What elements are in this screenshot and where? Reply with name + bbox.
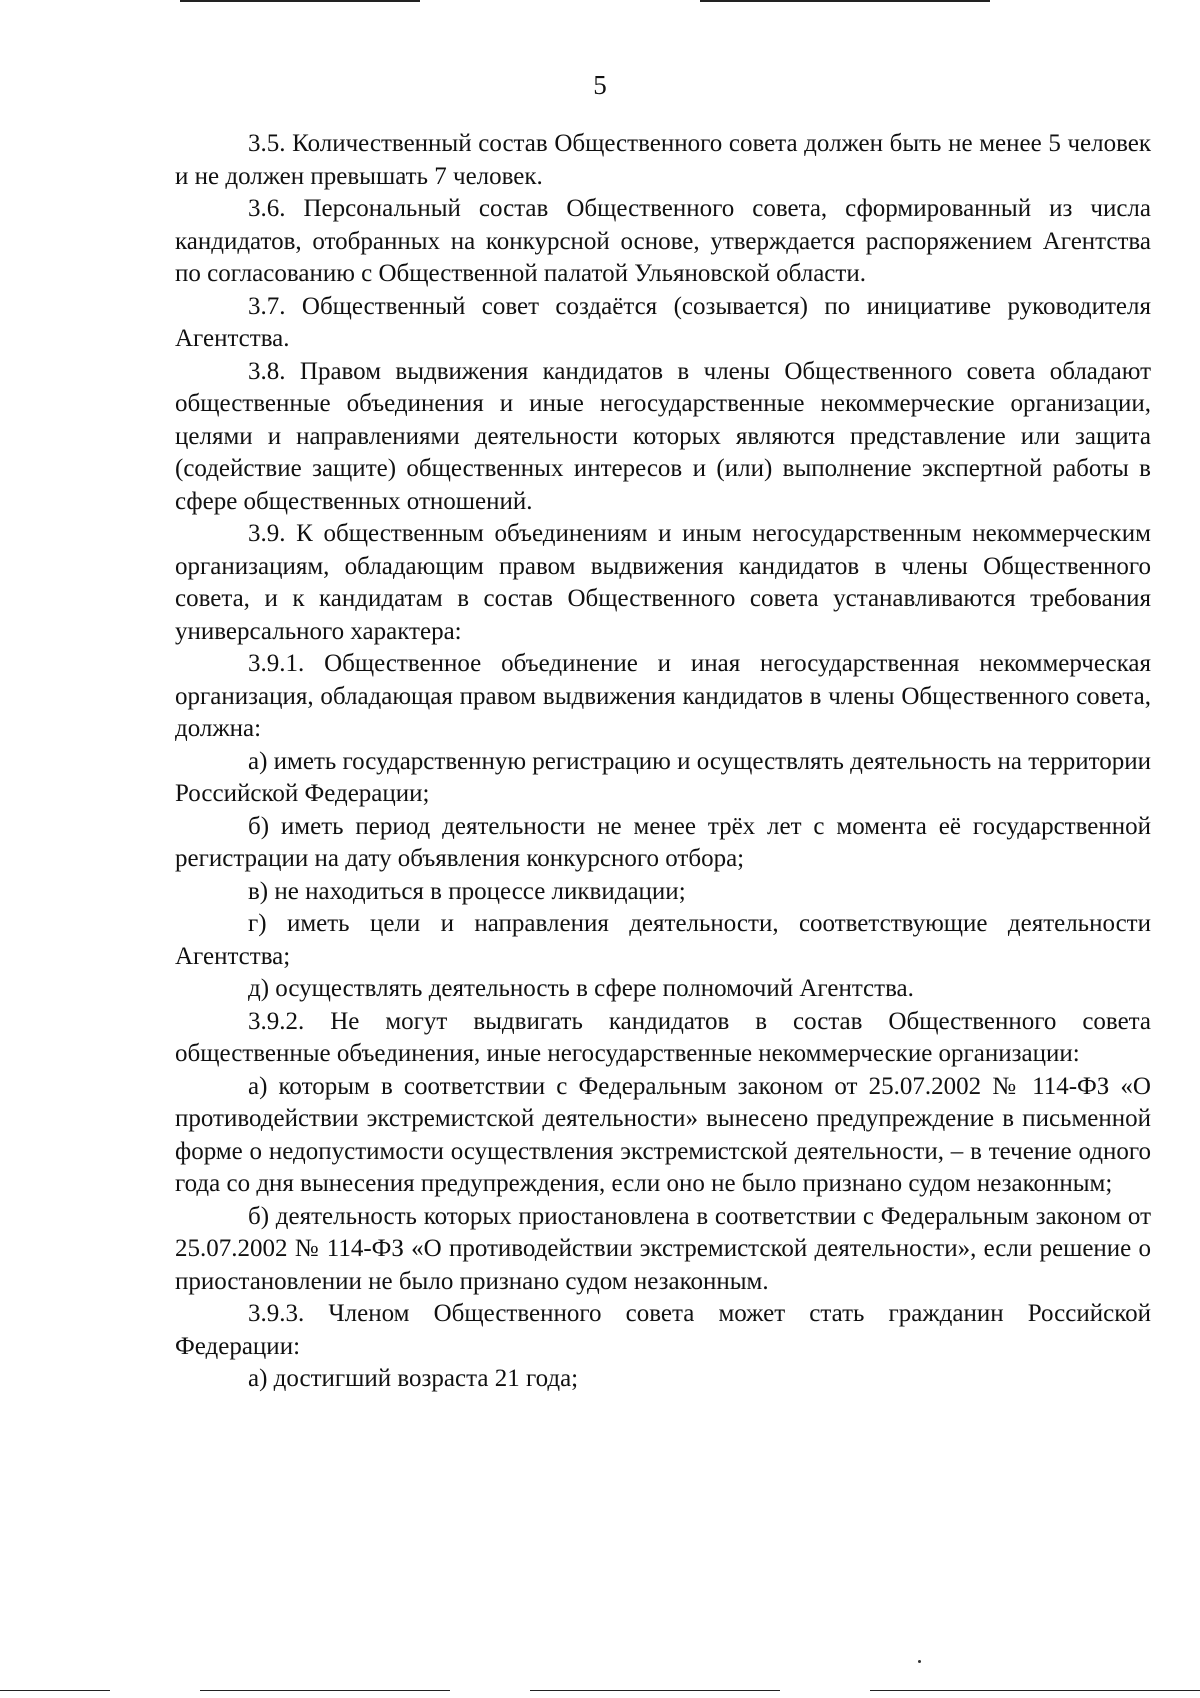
paragraph-3-9-1-d: д) осуществлять деятельность в сфере полномочий Агентства.: [248, 975, 914, 1002]
paragraph-3-9: 3.9. К общественным объединениям и иным негосударственным некоммерческим организациям, обладающим правом выдвижения кандидатов в члены Общественного совета, и к кандидатам в состав Общественного совета устанавливаются требования универсального характера:: [175, 520, 1151, 645]
scan-edge-bottom-4: [870, 1690, 1200, 1691]
paragraph-3-9-3-a: а) достигший возраста 21 года;: [248, 1365, 579, 1392]
paragraph-3-9-3: 3.9.3. Членом Общественного совета может стать гражданин Российской Федерации:: [175, 1300, 1151, 1360]
paragraph-3-9-1-g: г) иметь цели и направления деятельности, соответствующие деятельности Агентства;: [175, 910, 1151, 970]
paragraph-3-5: 3.5. Количественный состав Общественного совета должен быть не менее 5 человек и не должен превышать 7 человек.: [175, 130, 1151, 190]
paragraph-3-9-2-b: б) деятельность которых приостановлена в соответствии с Федеральным законом от 25.07.2002 № 114-ФЗ «О противодействии экстремистской деятельности», если решение о приостановлении не было признано судом незаконным.: [175, 1202, 1151, 1295]
paragraph-3-9-1-v: в) не находиться в процессе ликвидации;: [248, 877, 686, 905]
paragraph-3-7: 3.7. Общественный совет создаётся (созывается) по инициативе руководителя Агентства.: [175, 292, 1151, 352]
scan-edge-bottom-1: [0, 1690, 110, 1691]
document-body: [175, 128, 1151, 1396]
paragraph-3-9-1: 3.9.1. Общественное объединение и иная негосударственная некоммерческая организация, обладающая правом выдвижения кандидатов в члены Общественного совета, должна:: [175, 650, 1151, 742]
paragraph-3-8: 3.8. Правом выдвижения кандидатов в члены Общественного совета обладают общественные объединения и иные негосударственные некоммерческие организации, целями и направлениями деятельности которых являются представление или защита (содействие защите) общественных интересов и (или) выполнение экспертной работы в сфере общественных отношений.: [175, 357, 1151, 515]
page-number: 5: [593, 70, 607, 100]
paragraph-3-9-1-a: а) иметь государственную регистрацию и осуществлять деятельность на территории Российской Федерации;: [175, 747, 1152, 807]
scan-edge-bottom-3: [530, 1690, 780, 1691]
scan-edge-bottom-2: [200, 1690, 450, 1691]
scan-edge-top-left: [180, 0, 420, 2]
paragraph-3-6: 3.6. Персональный состав Общественного совета, сформированный из числа кандидатов, отобранных на конкурсной основе, утверждается распоряжением Агентства по согласованию с Общественной палатой Ульяновской области.: [175, 195, 1151, 287]
paragraph-3-9-2-a: а) которым в соответствии с Федеральным законом от 25.07.2002 № 114-ФЗ «О противодействии экстремистской деятельности» вынесено предупреждение в письменной форме о недопустимости осуществления экстремистской деятельности, – в течение одного года со дня вынесения предупреждения, если оно не было признано судом незаконным;: [175, 1072, 1151, 1197]
paragraph-3-9-2: 3.9.2. Не могут выдвигать кандидатов в состав Общественного совета общественные объединения, иные негосударственные некоммерческие организации:: [175, 1007, 1151, 1067]
scan-edge-top-right: [700, 0, 990, 2]
paragraph-3-9-1-b: б) иметь период деятельности не менее трёх лет с момента её государственной регистрации на дату объявления конкурсного отбора;: [175, 812, 1151, 872]
scan-speck: [918, 1660, 921, 1663]
